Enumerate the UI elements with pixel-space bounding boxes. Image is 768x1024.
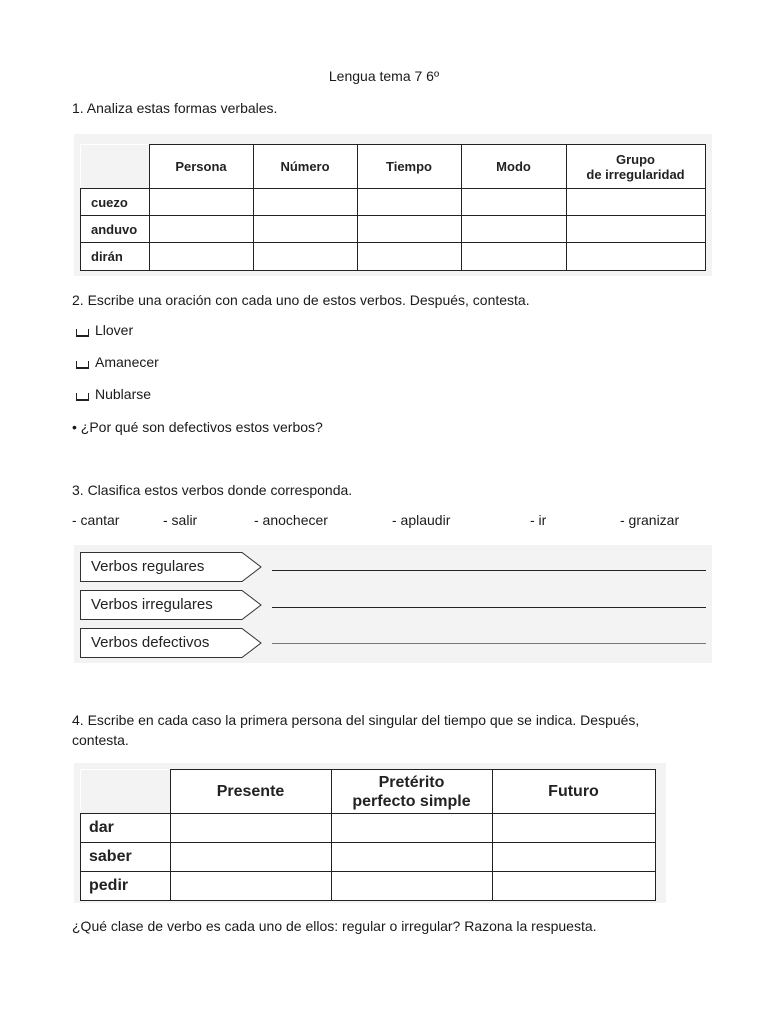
conjugation-table: [74, 763, 666, 903]
answer-cell[interactable]: [461, 189, 566, 216]
table-row: [81, 216, 706, 243]
answer-cell[interactable]: [566, 243, 705, 271]
header-grupo-line1: Grupo: [616, 151, 655, 167]
answer-cell[interactable]: [566, 216, 705, 243]
answer-cell[interactable]: [331, 872, 492, 901]
question-2: 2. Escribe una oración con cada uno de estos verbos. Después, contesta.: [72, 292, 530, 308]
category-label: Verbos regulares: [91, 558, 205, 575]
table-corner: [81, 145, 150, 189]
header-grupo-line2: de irregularidad: [586, 166, 685, 182]
answer-cell[interactable]: [357, 189, 461, 216]
word-item: - salir: [163, 512, 198, 528]
header-preterito: [331, 770, 492, 814]
answer-cell[interactable]: [170, 843, 331, 872]
item-label: Amanecer: [95, 354, 159, 370]
table-row: [81, 814, 656, 843]
answer-cell[interactable]: [461, 216, 566, 243]
question-3: 3. Clasifica estos verbos donde corresponda.: [72, 482, 353, 498]
checkbox-icon: [76, 393, 89, 401]
question-4-line1: 4. Escribe en cada caso la primera persona del singular del tiempo que se indica. Después,: [72, 712, 640, 728]
answer-cell[interactable]: [492, 843, 655, 872]
row-label: dirán: [81, 243, 150, 271]
list-item: [76, 386, 151, 402]
answer-line[interactable]: [272, 643, 706, 644]
table-corner: [81, 770, 171, 814]
classification-box: [74, 545, 712, 663]
checkbox-icon: [76, 361, 89, 369]
answer-line[interactable]: [272, 607, 706, 608]
answer-cell[interactable]: [149, 216, 253, 243]
row-label: cuezo: [81, 189, 150, 216]
table-row: [81, 189, 706, 216]
category-label: Verbos irregulares: [91, 596, 213, 613]
answer-cell[interactable]: [149, 243, 253, 271]
question-4: [72, 710, 712, 750]
question-2-followup: • ¿Por qué son defectivos estos verbos?: [72, 419, 323, 435]
header-grupo: [566, 145, 705, 189]
word-item: - aplaudir: [392, 512, 451, 528]
word-item: - granizar: [620, 512, 680, 528]
table-row: [81, 843, 656, 872]
answer-cell[interactable]: [253, 216, 357, 243]
header-numero: Número: [253, 145, 357, 189]
word-item: - cantar: [72, 512, 120, 528]
verb-analysis-table: [74, 134, 712, 276]
question-4-followup: ¿Qué clase de verbo es cada uno de ellos: regular o irregular? Razona la respuesta.: [72, 918, 597, 934]
page-title: Lengua tema 7 6º: [328, 68, 440, 84]
list-item: [76, 322, 133, 338]
list-item: [76, 354, 159, 370]
table-row: [81, 872, 656, 901]
answer-cell[interactable]: [492, 814, 655, 843]
header-presente: Presente: [170, 770, 331, 814]
header-futuro: Futuro: [492, 770, 655, 814]
category-label: Verbos defectivos: [91, 634, 210, 651]
item-label: Nublarse: [95, 386, 152, 402]
answer-cell[interactable]: [149, 189, 253, 216]
answer-cell[interactable]: [357, 243, 461, 271]
table-row: [81, 243, 706, 271]
header-persona: Persona: [149, 145, 253, 189]
header-preterito-line1: Pretérito: [378, 773, 445, 791]
answer-line[interactable]: [272, 570, 706, 571]
word-item: - anochecer: [254, 512, 328, 528]
answer-cell[interactable]: [253, 243, 357, 271]
answer-cell[interactable]: [566, 189, 705, 216]
answer-cell[interactable]: [331, 814, 492, 843]
answer-cell[interactable]: [170, 872, 331, 901]
item-label: Llover: [95, 322, 134, 338]
answer-cell[interactable]: [357, 216, 461, 243]
row-label: dar: [81, 814, 171, 843]
row-label: anduvo: [81, 216, 150, 243]
word-item: - ir: [530, 512, 547, 528]
answer-cell[interactable]: [492, 872, 655, 901]
row-label: saber: [81, 843, 171, 872]
header-preterito-line2: perfecto simple: [352, 792, 471, 810]
answer-cell[interactable]: [331, 843, 492, 872]
answer-cell[interactable]: [170, 814, 331, 843]
question-1: 1. Analiza estas formas verbales.: [72, 100, 278, 116]
answer-cell[interactable]: [461, 243, 566, 271]
header-modo: Modo: [461, 145, 566, 189]
row-label: pedir: [81, 872, 171, 901]
checkbox-icon: [76, 329, 89, 337]
answer-cell[interactable]: [253, 189, 357, 216]
question-4-line2: contesta.: [72, 732, 129, 748]
header-tiempo: Tiempo: [357, 145, 461, 189]
